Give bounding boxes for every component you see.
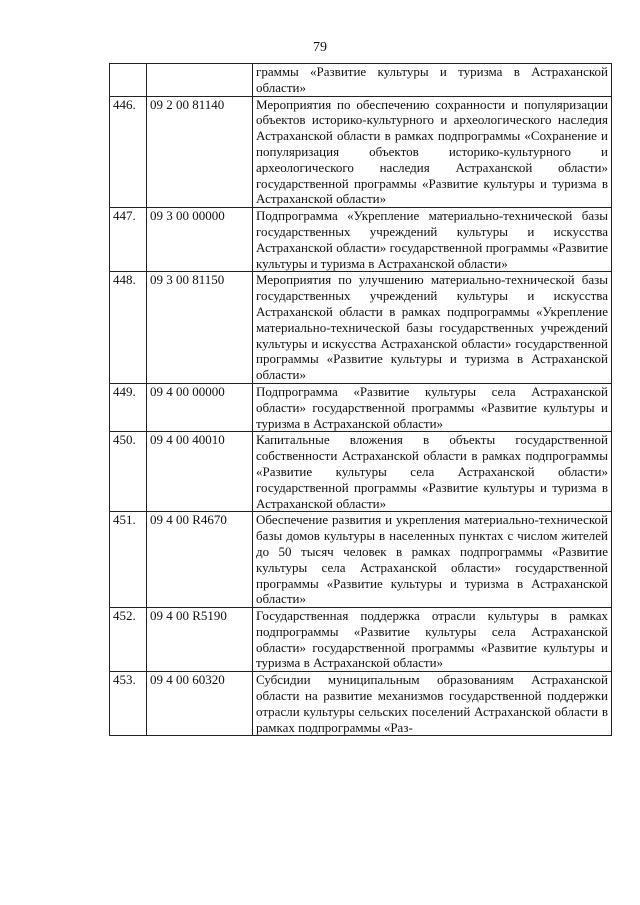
row-description: Подпрограмма «Укрепление материально-технической базы государственных учреждений культуры и искусства Астраханской области» государственной программы «Развитие культуры и туризма в Астраханской области» xyxy=(253,208,612,272)
table-row xyxy=(110,208,612,272)
row-number: 446. xyxy=(110,96,147,208)
budget-code xyxy=(147,64,253,97)
budget-code: 09 3 00 00000 xyxy=(147,208,253,272)
row-description: Подпрограмма «Развитие культуры села Астраханской области» государственной программы «Развитие культуры и туризма в Астраханской области» xyxy=(253,383,612,431)
table-row xyxy=(110,96,612,208)
table-row xyxy=(110,432,612,512)
row-number: 451. xyxy=(110,512,147,608)
row-description: Обеспечение развития и укрепления материально-технической базы домов культуры в населенных пунктах с числом жителей до 50 тысяч человек в рамках подпрограммы «Развитие культуры села Астраханской области» государственной программы «Развитие культуры и туризма в Астраханской области» xyxy=(253,512,612,608)
row-description: Капитальные вложения в объекты государственной собственности Астраханской области в рамках подпрограммы «Развитие культуры села Астраханской области» государственной программы «Развитие культуры и туризма в Астраханской области» xyxy=(253,432,612,512)
row-description: Мероприятия по обеспечению сохранности и популяризации объектов историко-культурного и археологического наследия Астраханской области в рамках подпрограммы «Сохранение и популяризация объектов историко-культурного и археологического наследия Астраханской области» государственной программы «Развитие культуры и туризма в Астраханской области» xyxy=(253,96,612,208)
table-row xyxy=(110,383,612,431)
budget-code: 09 4 00 60320 xyxy=(147,672,253,736)
table-row xyxy=(110,672,612,736)
table-row xyxy=(110,272,612,384)
budget-code: 09 4 00 00000 xyxy=(147,383,253,431)
budget-code: 09 4 00 R5190 xyxy=(147,608,253,672)
budget-code: 09 2 00 81140 xyxy=(147,96,253,208)
page-number: 79 xyxy=(313,40,327,55)
budget-code: 09 3 00 81150 xyxy=(147,272,253,384)
row-number: 449. xyxy=(110,383,147,431)
table-row xyxy=(110,512,612,608)
row-number: 450. xyxy=(110,432,147,512)
row-number xyxy=(110,64,147,97)
budget-code: 09 4 00 R4670 xyxy=(147,512,253,608)
row-description: Мероприятия по улучшению материально-технической базы государственных учреждений культуры и искусства Астраханской области в рамках подпрограммы «Укрепление материально-технической базы государственных учреждений культуры и искусства Астраханской области» государственной программы «Развитие культуры и туризма в Астраханской области» xyxy=(253,272,612,384)
row-description: Субсидии муниципальным образованиям Астраханской области на развитие механизмов государственной поддержки отрасли культуры сельских поселений Астраханской области в рамках подпрограммы «Раз- xyxy=(253,672,612,736)
budget-code: 09 4 00 40010 xyxy=(147,432,253,512)
row-number: 452. xyxy=(110,608,147,672)
row-number: 447. xyxy=(110,208,147,272)
row-description: Государственная поддержка отрасли культуры в рамках подпрограммы «Развитие культуры села Астраханской области» государственной программы «Развитие культуры и туризма в Астраханской области» xyxy=(253,608,612,672)
table-row xyxy=(110,608,612,672)
budget-code-table xyxy=(109,63,612,736)
row-number: 448. xyxy=(110,272,147,384)
row-number: 453. xyxy=(110,672,147,736)
row-description: граммы «Развитие культуры и туризма в Астраханской области» xyxy=(253,64,612,97)
table-row xyxy=(110,64,612,97)
